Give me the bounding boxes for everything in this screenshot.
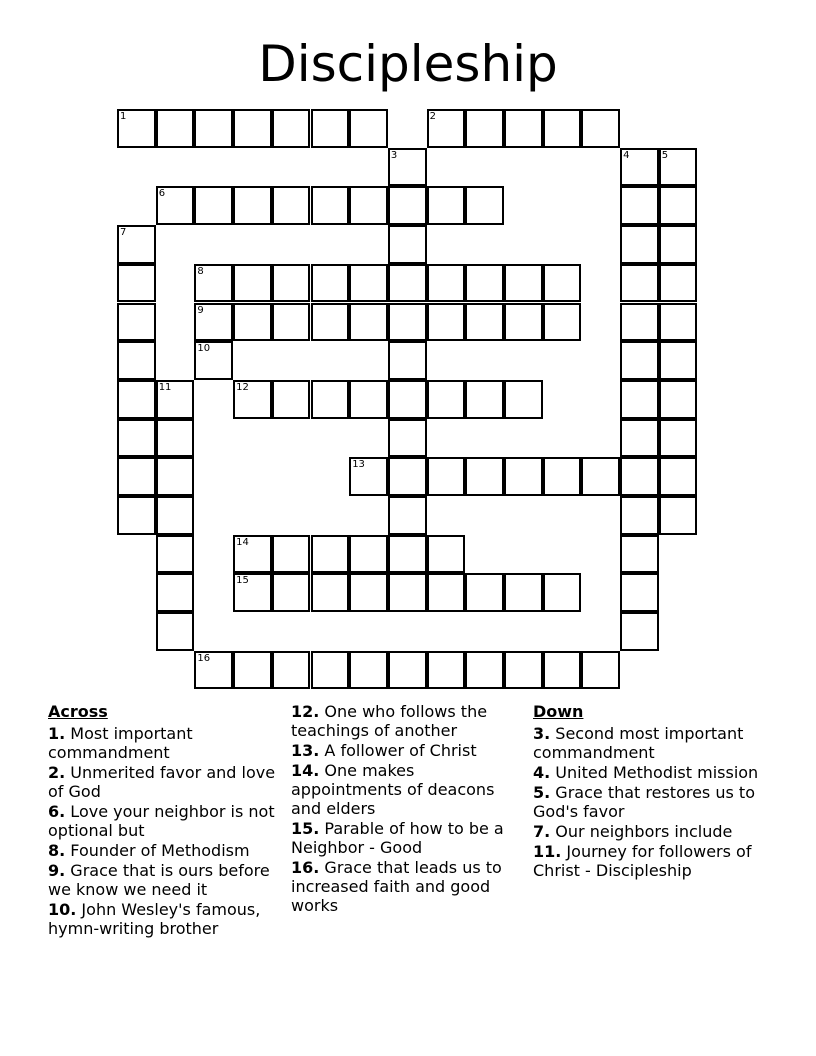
grid-cell[interactable]	[233, 109, 272, 148]
grid-cell[interactable]	[465, 457, 504, 496]
grid-cell[interactable]	[349, 303, 388, 342]
grid-cell[interactable]	[465, 651, 504, 690]
grid-cell[interactable]	[504, 573, 543, 612]
clue-text: Journey for followers of Christ - Discipleship	[533, 842, 752, 880]
grid-cell[interactable]	[620, 419, 659, 458]
grid-cell[interactable]	[465, 264, 504, 303]
clue-number: 1	[120, 111, 127, 122]
grid-cell[interactable]	[620, 380, 659, 419]
grid-cell[interactable]	[465, 573, 504, 612]
grid-cell[interactable]	[427, 303, 466, 342]
grid-cell[interactable]	[659, 225, 698, 264]
clue-num: 12.	[291, 702, 320, 721]
grid-cell[interactable]	[388, 457, 427, 496]
grid-cell[interactable]	[388, 186, 427, 225]
clue-number: 15	[236, 575, 249, 587]
grid-cell[interactable]	[659, 496, 698, 535]
grid-cell[interactable]	[156, 457, 195, 496]
grid-cell[interactable]	[349, 264, 388, 303]
grid-cell[interactable]	[272, 573, 311, 612]
clue-num: 2.	[48, 763, 66, 782]
clue-text: United Methodist mission	[550, 763, 759, 782]
grid-cell[interactable]	[427, 457, 466, 496]
clue-num: 16.	[291, 858, 320, 877]
down-clues-col	[533, 702, 773, 881]
grid-cell[interactable]	[581, 651, 620, 690]
clue-item	[48, 802, 288, 840]
grid-cell[interactable]	[156, 380, 195, 419]
grid-cell[interactable]	[194, 186, 233, 225]
clue-text: Most important commandment	[48, 724, 193, 762]
grid-cell[interactable]	[620, 573, 659, 612]
clue-item	[291, 761, 527, 818]
grid-cell[interactable]	[388, 651, 427, 690]
clue-item	[291, 702, 527, 740]
clue-number: 11	[158, 381, 172, 393]
grid-cell[interactable]	[349, 380, 388, 419]
grid-cell[interactable]	[272, 535, 311, 574]
clue-number: 7	[120, 227, 127, 239]
grid-cell[interactable]	[349, 651, 388, 690]
grid-cell[interactable]	[620, 264, 659, 303]
clue-num: 14.	[291, 761, 320, 780]
grid-cell[interactable]	[272, 380, 311, 419]
grid-cell[interactable]	[194, 341, 233, 380]
grid-cell[interactable]	[659, 148, 698, 187]
across-clues-col-2	[291, 702, 527, 916]
clue-number: 10	[197, 343, 211, 355]
clue-num: 13.	[291, 741, 320, 760]
clue-text: One who follows the teachings of another	[291, 702, 488, 740]
clue-text: A follower of Christ	[319, 741, 477, 760]
grid-cell[interactable]	[311, 186, 350, 225]
clue-num: 10.	[48, 900, 77, 919]
grid-cell[interactable]	[233, 573, 272, 612]
grid-cell[interactable]	[427, 535, 466, 574]
clue-num: 5.	[533, 783, 551, 802]
grid-cell[interactable]	[311, 109, 350, 148]
grid-cell[interactable]	[388, 303, 427, 342]
grid-cell[interactable]	[117, 303, 156, 342]
grid-cell[interactable]	[543, 303, 582, 342]
grid-cell[interactable]	[465, 109, 504, 148]
grid-cell[interactable]	[117, 341, 156, 380]
grid-cell[interactable]	[465, 303, 504, 342]
grid-cell[interactable]	[349, 535, 388, 574]
grid-cell[interactable]	[194, 264, 233, 303]
grid-cell[interactable]	[233, 264, 272, 303]
clue-item	[533, 822, 773, 841]
clue-num: 4.	[533, 763, 551, 782]
clue-item	[48, 900, 288, 938]
grid-cell[interactable]	[349, 186, 388, 225]
grid-cell[interactable]	[543, 109, 582, 148]
clue-number: 6	[158, 188, 166, 200]
grid-cell[interactable]	[659, 457, 698, 496]
grid-cell[interactable]	[156, 535, 195, 574]
grid-cell[interactable]	[311, 573, 350, 612]
grid-cell[interactable]	[620, 186, 659, 225]
across-clues-col-1	[48, 702, 288, 939]
clue-num: 6.	[48, 802, 66, 821]
grid-cell[interactable]	[117, 380, 156, 419]
clue-text: Love your neighbor is not optional but	[48, 802, 275, 840]
grid-cell[interactable]	[659, 380, 698, 419]
grid-cell[interactable]	[156, 573, 195, 612]
clue-item	[291, 819, 527, 857]
grid-cell[interactable]	[156, 496, 195, 535]
clue-num: 7.	[533, 822, 551, 841]
grid-cell[interactable]	[427, 573, 466, 612]
clue-text: Founder of Methodism	[65, 841, 250, 860]
grid-cell[interactable]	[388, 496, 427, 535]
grid-cell[interactable]	[504, 264, 543, 303]
grid-cell[interactable]	[620, 225, 659, 264]
grid-cell[interactable]	[504, 109, 543, 148]
clue-text: Unmerited favor and love of God	[48, 763, 276, 801]
grid-cell[interactable]	[504, 380, 543, 419]
clue-num: 1.	[48, 724, 66, 743]
grid-cell[interactable]	[156, 419, 195, 458]
grid-cell[interactable]	[659, 264, 698, 303]
puzzle-title: Discipleship	[258, 35, 558, 93]
clue-item	[48, 763, 288, 801]
clue-item	[291, 858, 527, 915]
grid-cell[interactable]	[388, 419, 427, 458]
clue-item	[533, 763, 773, 782]
clue-number: 13	[352, 459, 365, 471]
clue-num: 9.	[48, 861, 66, 880]
clue-item	[48, 861, 288, 899]
grid-cell[interactable]	[311, 535, 350, 574]
clue-num: 15.	[291, 819, 320, 838]
clue-text: One makes appointments of deacons and elders	[291, 761, 495, 818]
clue-number: 14	[236, 536, 249, 548]
clue-item	[291, 741, 527, 760]
clue-num: 11.	[533, 842, 562, 861]
clue-text: John Wesley's famous, hymn-writing brother	[48, 900, 261, 938]
clue-item	[533, 783, 773, 821]
clue-text: Grace that leads us to increased faith and good works	[291, 858, 502, 915]
grid-cell[interactable]	[543, 264, 582, 303]
across-heading: Across	[48, 702, 108, 721]
grid-cell[interactable]	[233, 380, 272, 419]
grid-cell[interactable]	[156, 612, 195, 651]
grid-cell[interactable]	[311, 303, 350, 342]
grid-cell[interactable]	[388, 573, 427, 612]
grid-cell[interactable]	[311, 380, 350, 419]
clue-number: 4	[623, 149, 630, 161]
grid-cell[interactable]	[117, 419, 156, 458]
grid-cell[interactable]	[349, 109, 388, 148]
clue-number: 16	[197, 652, 211, 664]
down-heading: Down	[533, 702, 584, 721]
grid-cell[interactable]	[156, 186, 195, 225]
grid-cell[interactable]	[233, 535, 272, 574]
grid-cell[interactable]	[388, 148, 427, 187]
grid-cell[interactable]	[620, 148, 659, 187]
grid-cell[interactable]	[620, 341, 659, 380]
clue-text: Parable of how to be a Neighbor - Good	[291, 819, 504, 857]
grid-cell[interactable]	[504, 651, 543, 690]
clue-item	[533, 724, 773, 762]
grid-cell[interactable]	[504, 457, 543, 496]
grid-cell[interactable]	[581, 109, 620, 148]
grid-cell[interactable]	[427, 109, 466, 148]
grid-cell[interactable]	[117, 496, 156, 535]
grid-cell[interactable]	[272, 303, 311, 342]
grid-cell[interactable]	[194, 109, 233, 148]
clue-text: Grace that is ours before we know we need it	[48, 861, 270, 899]
clue-item	[48, 724, 288, 762]
grid-cell[interactable]	[272, 651, 311, 690]
grid-cell[interactable]	[620, 535, 659, 574]
grid-cell[interactable]	[388, 535, 427, 574]
clue-num: 8.	[48, 841, 66, 860]
clue-num: 3.	[533, 724, 551, 743]
grid-cell[interactable]	[194, 303, 233, 342]
clue-text: Second most important commandment	[533, 724, 744, 762]
grid-cell[interactable]	[311, 264, 350, 303]
grid-cell[interactable]	[581, 457, 620, 496]
clue-item	[533, 842, 773, 880]
grid-cell[interactable]	[117, 109, 156, 148]
grid-cell[interactable]	[620, 303, 659, 342]
clue-number: 5	[661, 149, 669, 161]
clue-text: Grace that restores us to God's favor	[533, 783, 755, 821]
grid-cell[interactable]	[465, 186, 504, 225]
grid-cell[interactable]	[117, 457, 156, 496]
grid-cell[interactable]	[194, 651, 233, 690]
grid-cell[interactable]	[388, 225, 427, 264]
grid-cell[interactable]	[620, 496, 659, 535]
grid-cell[interactable]	[272, 264, 311, 303]
grid-cell[interactable]	[659, 303, 698, 342]
grid-cell[interactable]	[233, 186, 272, 225]
clue-number: 2	[429, 111, 436, 122]
clue-number: 3	[390, 149, 398, 161]
grid-cell[interactable]	[427, 264, 466, 303]
grid-cell[interactable]	[388, 341, 427, 380]
grid-cell[interactable]	[543, 573, 582, 612]
grid-cell[interactable]	[659, 419, 698, 458]
grid-cell[interactable]	[620, 457, 659, 496]
grid-cell[interactable]	[156, 109, 195, 148]
grid-cell[interactable]	[349, 457, 388, 496]
grid-cell[interactable]	[620, 612, 659, 651]
grid-cell[interactable]	[311, 651, 350, 690]
grid-cell[interactable]	[117, 225, 156, 264]
clue-number: 8	[197, 265, 204, 277]
clue-text: Our neighbors include	[550, 822, 733, 841]
grid-cell[interactable]	[272, 186, 311, 225]
grid-cell[interactable]	[272, 109, 311, 148]
grid-cell[interactable]	[427, 651, 466, 690]
grid-cell[interactable]	[388, 380, 427, 419]
grid-cell[interactable]	[465, 380, 504, 419]
clue-item	[48, 841, 288, 860]
clue-number: 9	[197, 304, 204, 316]
grid-cell[interactable]	[233, 303, 272, 342]
grid-cell[interactable]	[659, 341, 698, 380]
grid-cell[interactable]	[349, 573, 388, 612]
grid-cell[interactable]	[233, 651, 272, 690]
grid-cell[interactable]	[388, 264, 427, 303]
clue-number: 12	[236, 381, 249, 393]
grid-cell[interactable]	[543, 457, 582, 496]
grid-cell[interactable]	[543, 651, 582, 690]
grid-cell[interactable]	[427, 380, 466, 419]
grid-cell[interactable]	[117, 264, 156, 303]
grid-cell[interactable]	[659, 186, 698, 225]
grid-cell[interactable]	[427, 186, 466, 225]
grid-cell[interactable]	[504, 303, 543, 342]
